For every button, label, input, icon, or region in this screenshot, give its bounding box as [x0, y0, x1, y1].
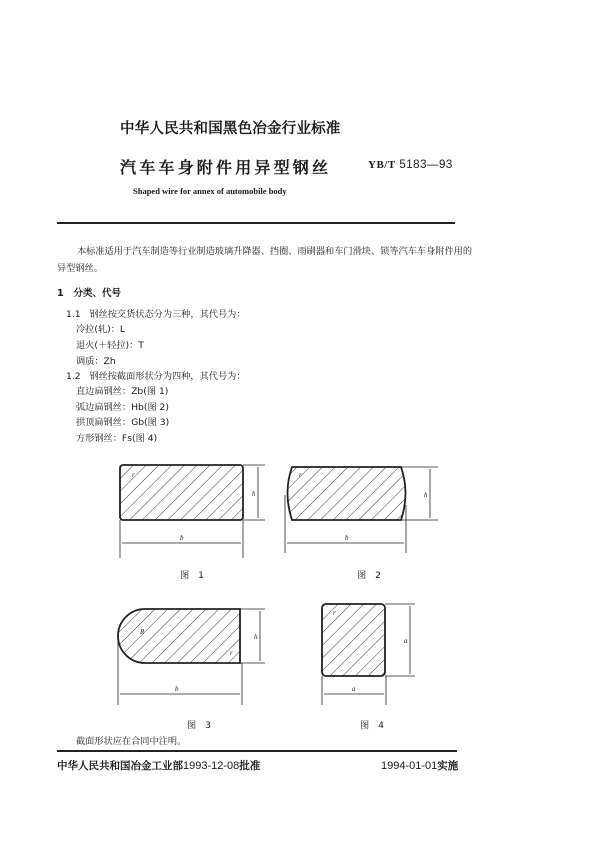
figure-4-square: [322, 604, 415, 705]
fig1-h-label: h: [252, 490, 256, 498]
fig2-h-label: h: [424, 491, 428, 499]
figure-1-caption: 图 1: [180, 570, 207, 581]
section-1-2-heading: 1.2 钢丝按截面形状分为四种，其代号为：: [66, 371, 246, 382]
fig1-r-label: r: [132, 471, 135, 479]
approval-suffix: 批准: [239, 760, 261, 772]
english-title: Shaped wire for annex of automobile body: [133, 186, 287, 196]
footer-approval: [57, 758, 260, 773]
fig1-b-label: b: [180, 534, 184, 542]
code-prefix: YB/T: [368, 159, 396, 171]
list-item: 拱顶扁钢丝：Gb(图 3): [76, 417, 170, 428]
document-title: 汽车车身附件用异型钢丝: [120, 158, 332, 177]
footer-effective: [381, 758, 458, 773]
list-item: 方形钢丝：Fs(图 4): [76, 433, 158, 444]
effective-suffix: 实施: [437, 760, 459, 772]
figure-3-caption: 图 3: [187, 720, 214, 731]
list-item: 退火(＋轻拉)：T: [76, 340, 144, 351]
figure-2-flat-arc-edge: [285, 467, 438, 553]
fig3-r-label: r: [230, 649, 233, 657]
fig2-r-label: r: [299, 471, 302, 479]
intro-line-2: 异型钢丝。: [57, 263, 103, 274]
list-item: 弧边扁钢丝：Hb(图 2): [76, 402, 169, 413]
list-item: 调质：Zh: [76, 356, 116, 367]
fig4-a-width-label: a: [352, 685, 356, 693]
intro-line-1: 本标准适用于汽车制造等行业制造玻璃升降器、挡圈、雨刷器和车门滑块、锁等汽车车身附件用的: [77, 246, 473, 257]
code-number: 5183—93: [399, 159, 453, 171]
fig2-b-label: b: [345, 534, 349, 542]
footer-rule: [57, 750, 457, 752]
effective-date: 1994-01-01: [381, 760, 438, 772]
issuing-body: 中华人民共和国黑色冶金行业标准: [120, 121, 341, 137]
fig4-r-label: r: [333, 609, 336, 617]
figure-2-caption: 图 2: [357, 570, 384, 581]
list-item: 冷拉(轧)：L: [76, 324, 126, 335]
fig3-b-label: b: [175, 685, 179, 693]
section-1-heading: 1 分类、代号: [57, 288, 122, 299]
list-item: 直边扁钢丝：Zb(图 1): [76, 386, 169, 397]
figure-1-flat-straight-edge: [120, 465, 265, 558]
section-1-1-heading: 1.1 钢丝按交货状态分为三种，其代号为：: [66, 309, 246, 320]
fig4-a-height-label: a: [404, 637, 408, 645]
approval-date: 1993-12-08: [183, 760, 240, 772]
approval-body: 中华人民共和国冶金工业部: [57, 760, 183, 772]
fig3-R-label: R: [140, 628, 145, 636]
fig3-h-label: h: [254, 633, 258, 641]
figure-3-arched-top: [118, 609, 265, 705]
figure-4-caption: 图 4: [360, 720, 387, 731]
note-text: 截面形状应在合同中注明。: [76, 736, 187, 747]
